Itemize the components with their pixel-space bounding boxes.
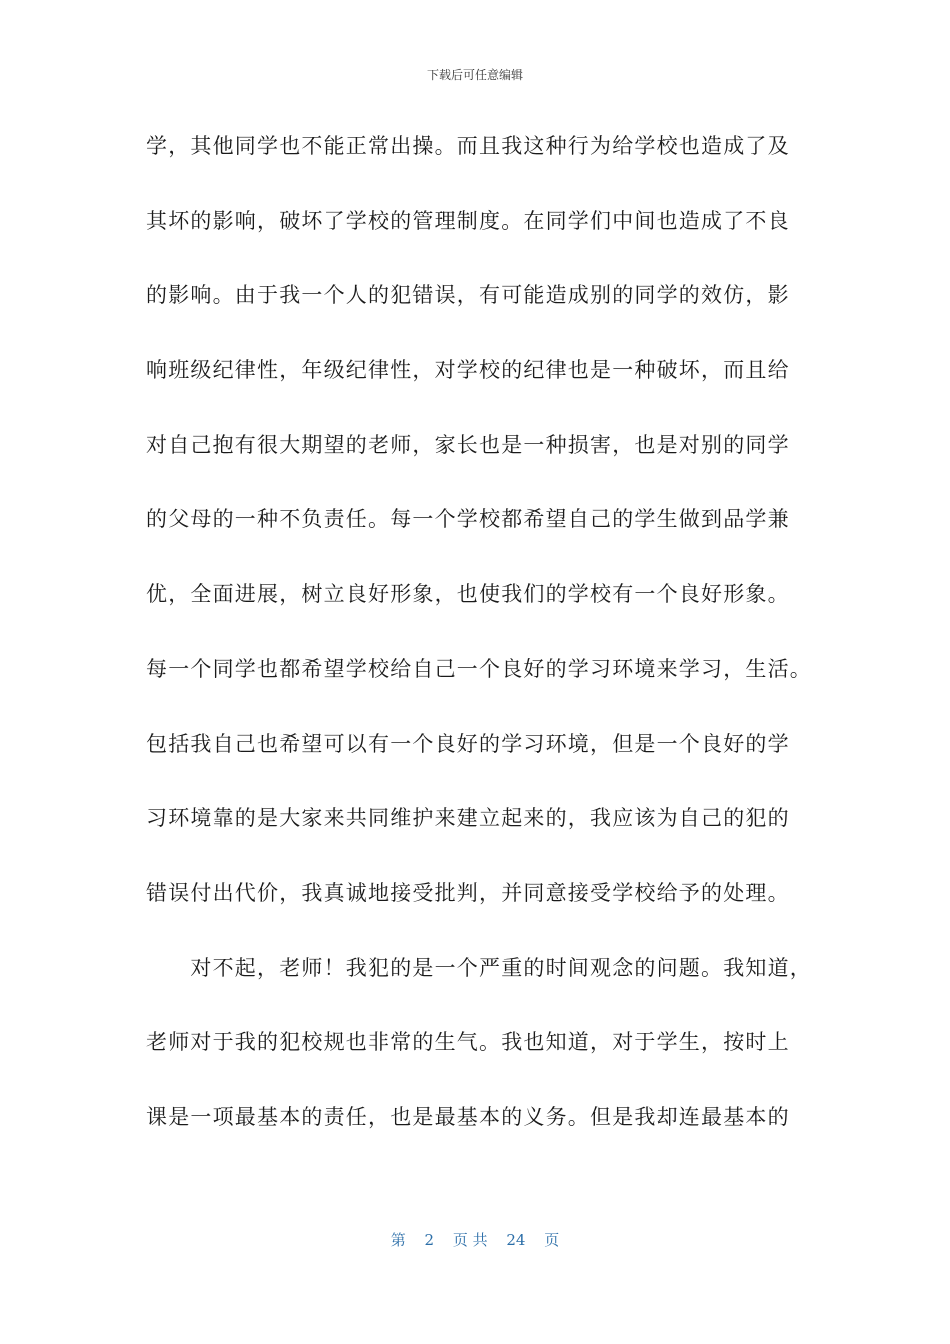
text-line: 习环境靠的是大家来共同维护来建立起来的，我应该为自己的犯的 <box>146 806 790 831</box>
page-suffix: 页 <box>544 1231 560 1249</box>
text-line: 错误付出代价，我真诚地接受批判，并同意接受学校给予的处理。 <box>146 880 790 905</box>
text-line: 响班级纪律性，年级纪律性，对学校的纪律也是一种破坏，而且给 <box>146 358 790 383</box>
text-line: 的父母的一种不负责任。每一个学校都希望自己的学生做到品学兼 <box>146 507 790 532</box>
page-header: 下载后可任意编辑 <box>426 68 523 82</box>
text-line: 对不起，老师！我犯的是一个严重的时间观念的问题。我知道， <box>146 955 812 980</box>
page-footer <box>0 1229 950 1250</box>
text-line: 学，其他同学也不能正常出操。而且我这种行为给学校也造成了及 <box>146 134 790 158</box>
page-prefix: 第 <box>390 1231 406 1249</box>
text-line: 其坏的影响，破坏了学校的管理制度。在同学们中间也造成了不良 <box>146 208 790 233</box>
text-line: 老师对于我的犯校规也非常的生气。我也知道，对于学生，按时上 <box>146 1030 790 1055</box>
text-line: 每一个同学也都希望学校给自己一个良好的学习环境来学习，生活。 <box>146 656 812 681</box>
total-pages: 24 <box>506 1231 526 1249</box>
document-body <box>146 126 816 1172</box>
text-line: 包括我自己也希望可以有一个良好的学习环境，但是一个良好的学 <box>146 731 790 756</box>
page-middle: 页 共 <box>452 1231 488 1249</box>
text-line: 课是一项最基本的责任，也是最基本的义务。但是我却连最基本的 <box>146 1104 790 1129</box>
text-line: 优，全面进展，树立良好形象，也使我们的学校有一个良好形象。 <box>146 582 790 607</box>
text-line: 的影响。由于我一个人的犯错误，有可能造成别的同学的效仿，影 <box>146 283 790 308</box>
page-number: 2 <box>424 1231 435 1249</box>
text-line: 对自己抱有很大期望的老师，家长也是一种损害，也是对别的同学 <box>146 432 790 457</box>
